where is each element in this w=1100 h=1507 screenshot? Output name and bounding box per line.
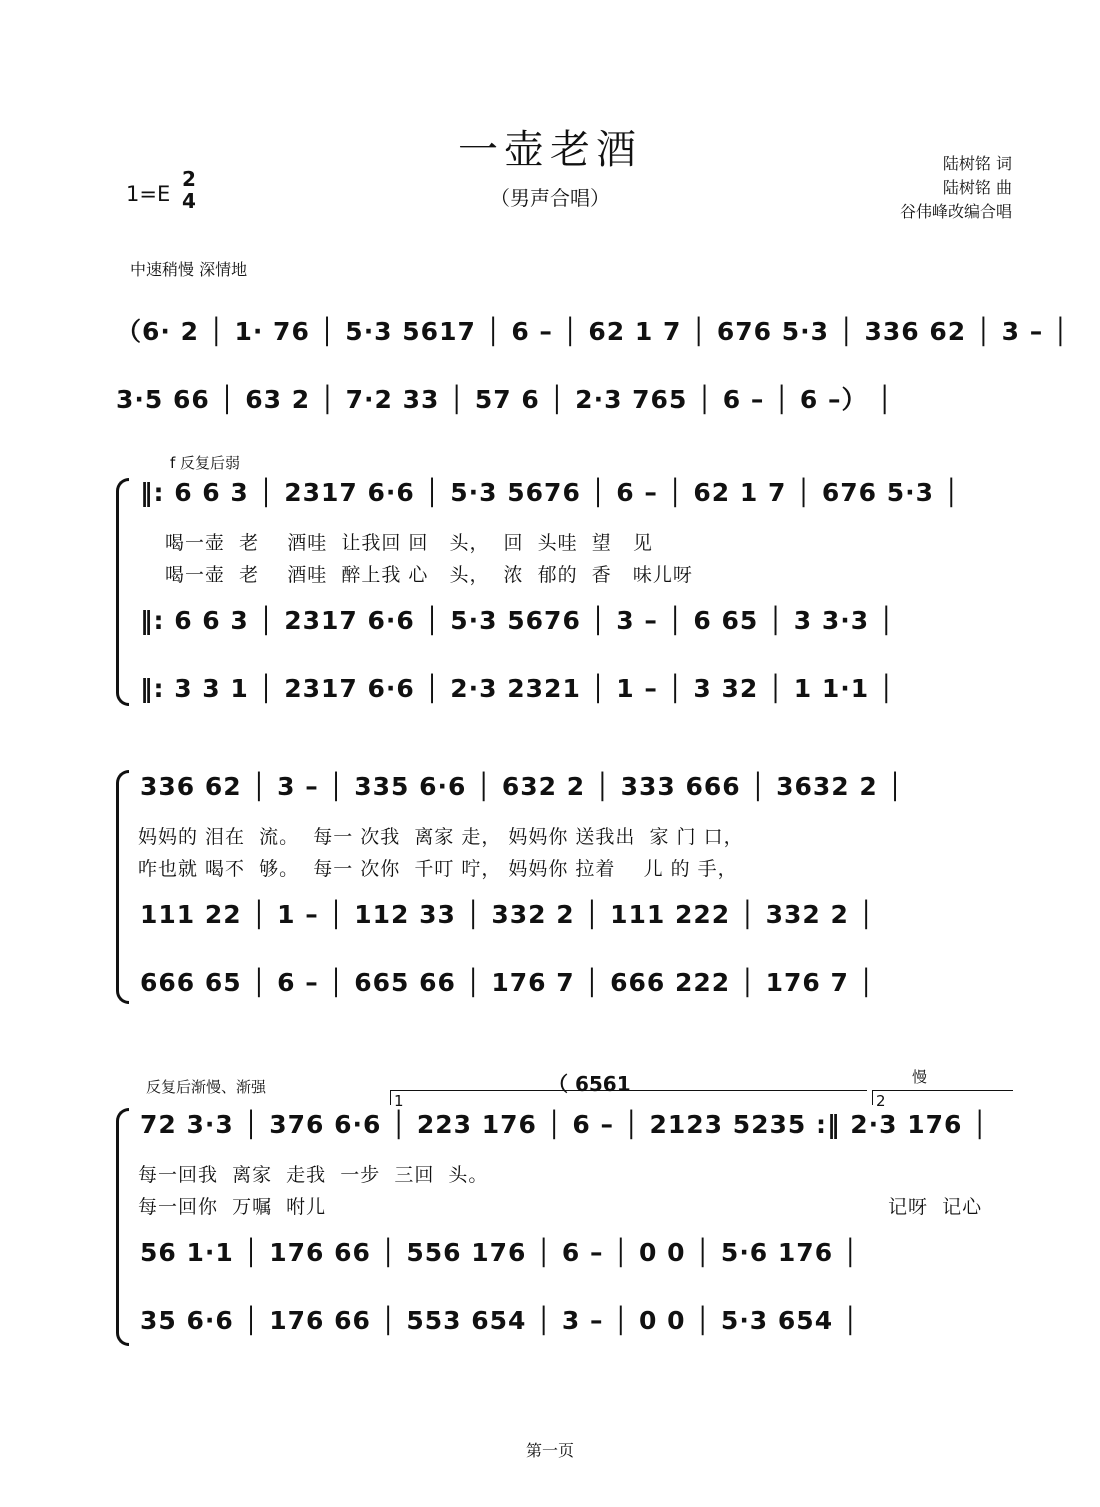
- first-ending-bracket: [390, 1090, 867, 1105]
- tenor-line-2: 111 22 │ 1 – │ 112 33 │ 332 2 │ 111 222 │ 332 2 │: [140, 900, 875, 929]
- lyrics-verse-2: 喝一壶 老 酒哇 醉上我 心 头， 浓 郁的 香 味儿呀: [165, 564, 693, 586]
- slow-marking: 慢: [912, 1068, 928, 1086]
- system-brace: [116, 1108, 129, 1346]
- system-brace: [116, 478, 129, 706]
- intro-line-1: （6· 2 │ 1· 76 │ 5·3 5617 │ 6 – │ 62 1 7 │ 676 5·3 │ 336 62 │ 3 – │: [116, 317, 1069, 346]
- lyrics-verse-1: 每一回我 离家 走我 一步 三回 头。: [138, 1164, 489, 1186]
- time-signature: [180, 168, 198, 212]
- melody-line-3: 72 3·3 │ 376 6·6 │ 223 176 │ 6 – │ 2123 5235 :‖ 2·3 176 │: [140, 1110, 989, 1139]
- lyrics-verse-2-ending: 记呀 记心: [888, 1196, 983, 1218]
- arranger: 谷伟峰改编合唱: [899, 202, 1012, 221]
- composer: 陆树铭 曲: [942, 178, 1012, 197]
- system-brace: [116, 770, 129, 1004]
- key-signature: 1=E: [126, 182, 171, 206]
- song-title: 一壶老酒: [458, 127, 642, 173]
- time-signature-top: 2: [182, 167, 196, 191]
- tempo-marking: 中速稍慢 深情地: [130, 260, 248, 279]
- dynamic-marking: 反复后渐慢、渐强: [146, 1078, 267, 1096]
- lyricist: 陆树铭 词: [942, 154, 1012, 173]
- lyrics-verse-2: 每一回你 万嘱 咐儿: [138, 1196, 327, 1218]
- tenor-line-3: 56 1·1 │ 176 66 │ 556 176 │ 6 – │ 0 0 │ 5·6 176 │: [140, 1238, 859, 1267]
- lyrics-verse-1: 喝一壶 老 酒哇 让我回 回 头， 回 头哇 望 见: [165, 532, 653, 554]
- tenor-line-1: ‖: 6 6 3 │ 2317 6·6 │ 5·3 5676 │ 3 – │ 6 65 │ 3 3·3 │: [140, 606, 895, 635]
- bass-line-2: 666 65 │ 6 – │ 665 66 │ 176 7 │ 666 222 │ 176 7 │: [140, 968, 875, 997]
- credits: [900, 152, 1012, 224]
- lyrics-verse-2: 咋也就 喝不 够。 每一 次你 千叮 咛， 妈妈你 拉着 儿 的 手，: [138, 858, 738, 880]
- first-ending-number: 1: [394, 1092, 404, 1110]
- page-number: 第一页: [525, 1441, 574, 1460]
- bracket-notes: （ 6561: [548, 1072, 631, 1096]
- song-subtitle: （男声合唱）: [490, 186, 610, 210]
- second-ending-number: 2: [876, 1092, 886, 1110]
- bass-line-1: ‖: 3 3 1 │ 2317 6·6 │ 2·3 2321 │ 1 – │ 3 32 │ 1 1·1 │: [140, 674, 895, 703]
- lyrics-verse-1: 妈妈的 泪在 流。 每一 次我 离家 走， 妈妈你 送我出 家 门 口，: [138, 826, 744, 848]
- dynamic-marking: f 反复后弱: [170, 454, 241, 472]
- second-ending-bracket: [872, 1090, 1013, 1105]
- melody-line-2: 336 62 │ 3 – │ 335 6·6 │ 632 2 │ 333 666 │ 3632 2 │: [140, 772, 904, 801]
- bass-line-3: 35 6·6 │ 176 66 │ 553 654 │ 3 – │ 0 0 │ 5·3 654 │: [140, 1306, 859, 1335]
- intro-line-2: 3·5 66 │ 63 2 │ 7·2 33 │ 57 6 │ 2·3 765 │ 6 – │ 6 –） │: [116, 385, 894, 414]
- melody-line-1: ‖: 6 6 3 │ 2317 6·6 │ 5·3 5676 │ 6 – │ 62 1 7 │ 676 5·3 │: [140, 478, 960, 507]
- time-signature-bottom: 4: [182, 189, 196, 213]
